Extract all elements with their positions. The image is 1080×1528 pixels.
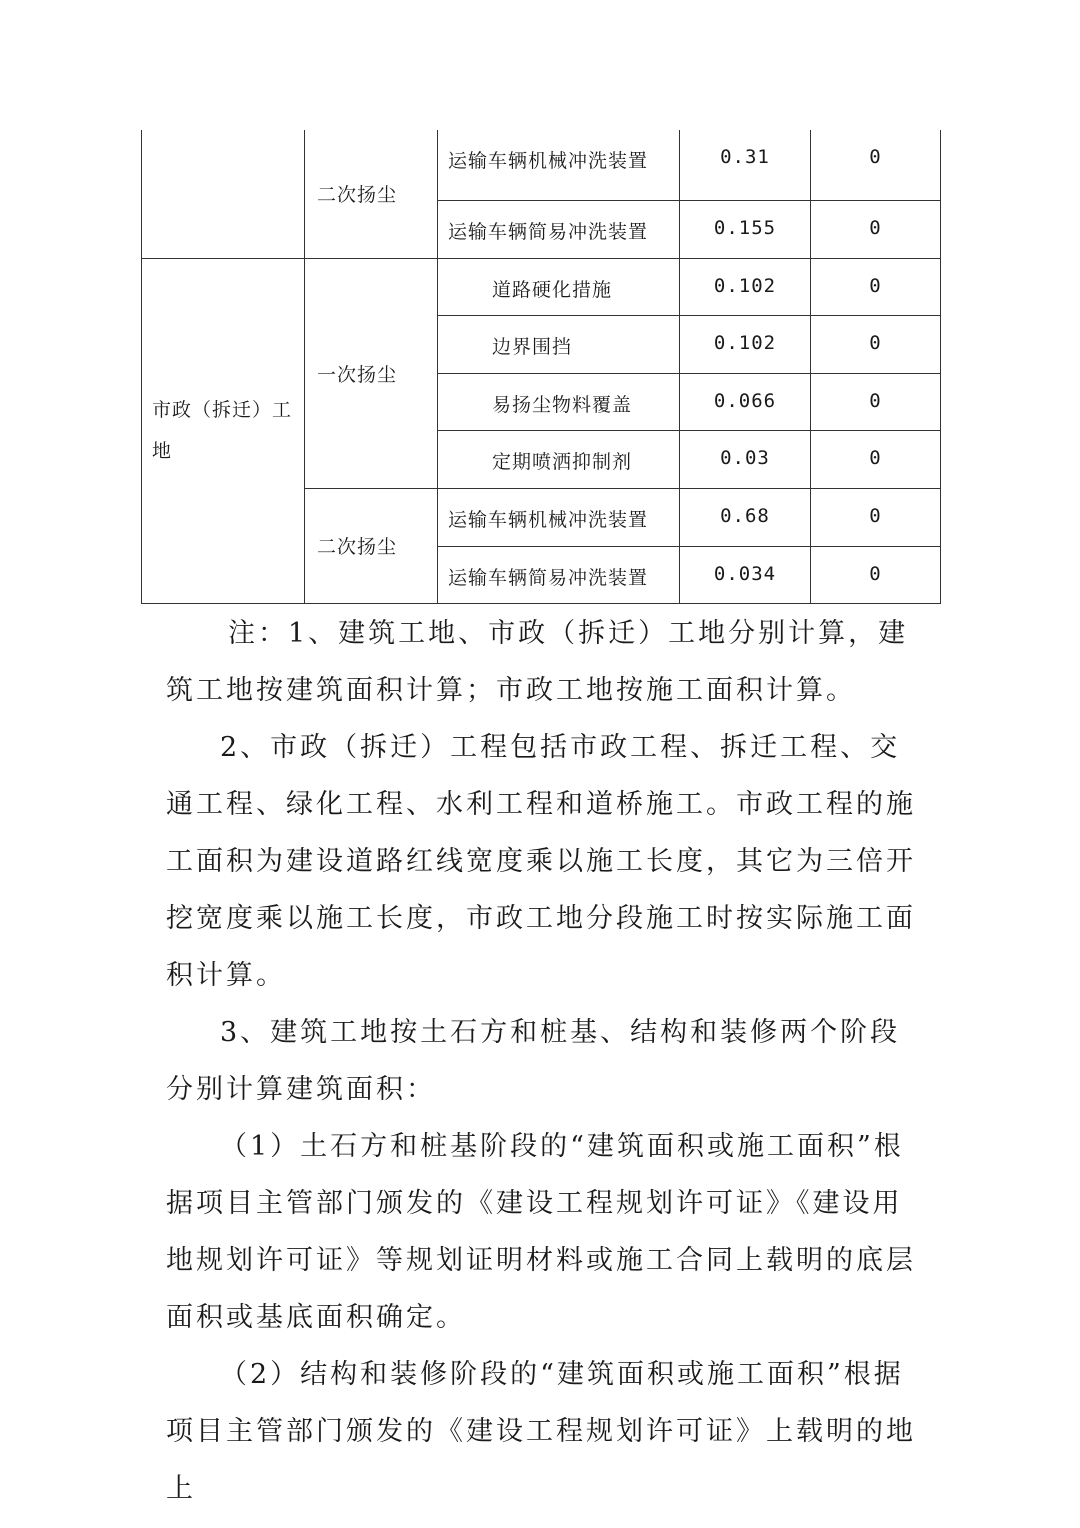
- note-2: 2、市政（拆迁）工程包括市政工程、拆迁工程、交通工程、绿化工程、水利工程和道桥施工。市政工程的施工面积为建设道路红线宽度乘以施工长度，其它为三倍开挖宽度乘以施工长度，市政工地分段施工时按实际施工面积计算。: [166, 732, 916, 991]
- table-row: [142, 258, 941, 315]
- note-1: 注：1、建筑工地、市政（拆迁）工地分别计算，建筑工地按建筑面积计算；市政工地按施工面积计算。: [166, 618, 909, 706]
- value-cell: 0.31: [680, 130, 811, 200]
- value-cell: 0.03: [680, 431, 811, 488]
- zero-cell: 0: [811, 258, 941, 315]
- zero-cell: 0: [811, 374, 941, 431]
- measure-cell: 运输车辆机械冲洗装置: [438, 488, 680, 546]
- value-cell: 0.066: [680, 374, 811, 431]
- zero-cell: 0: [811, 316, 941, 374]
- measure-cell: 运输车辆简易冲洗装置: [438, 200, 680, 258]
- measure-cell: 定期喷洒抑制剂: [438, 431, 680, 488]
- zero-cell: 0: [811, 200, 941, 258]
- notes-section: [166, 605, 926, 1517]
- zero-cell: 0: [811, 431, 941, 488]
- dust-type-cell: 二次扬尘: [305, 488, 438, 603]
- note-3-1: （1）土石方和桩基阶段的“建筑面积或施工面积”根据项目主管部门颁发的《建设工程规划许可证》《建设用地规划许可证》等规划证明材料或施工合同上载明的底层面积或基底面积确定。: [166, 1131, 916, 1333]
- measure-cell: 道路硬化措施: [438, 258, 680, 315]
- measure-cell: 运输车辆机械冲洗装置: [438, 130, 680, 200]
- measure-cell: 易扬尘物料覆盖: [438, 374, 680, 431]
- dust-type-cell: 二次扬尘: [305, 130, 438, 258]
- value-cell: 0.102: [680, 258, 811, 315]
- site-category-cell: [142, 130, 305, 258]
- value-cell: 0.155: [680, 200, 811, 258]
- zero-cell: 0: [811, 488, 941, 546]
- dust-type-cell: 一次扬尘: [305, 258, 438, 488]
- dust-control-table: [141, 130, 941, 604]
- site-category-cell: 市政（拆迁）工地: [142, 258, 305, 603]
- note-3: 3、建筑工地按土石方和桩基、结构和装修两个阶段分别计算建筑面积：: [166, 1017, 901, 1105]
- note-3-2: （2）结构和装修阶段的“建筑面积或施工面积”根据项目主管部门颁发的《建设工程规划许可证》上载明的地上: [166, 1359, 916, 1504]
- value-cell: 0.102: [680, 316, 811, 374]
- value-cell: 0.034: [680, 546, 811, 603]
- measure-cell: 运输车辆简易冲洗装置: [438, 546, 680, 603]
- value-cell: 0.68: [680, 488, 811, 546]
- zero-cell: 0: [811, 546, 941, 603]
- zero-cell: 0: [811, 130, 941, 200]
- table-row: [142, 130, 941, 200]
- measure-cell: 边界围挡: [438, 316, 680, 374]
